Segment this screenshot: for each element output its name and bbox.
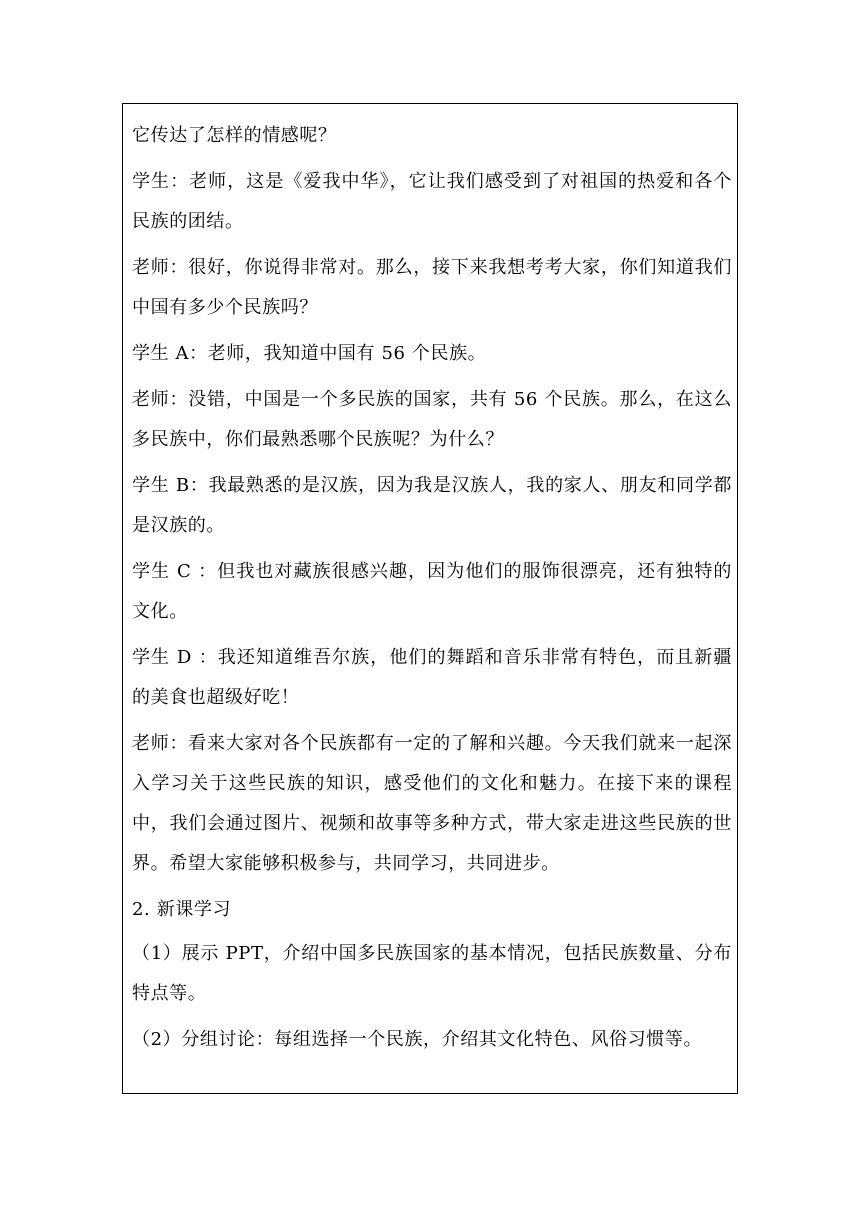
- paragraph-teacher-summary: 老师：看来大家对各个民族都有一定的了解和兴趣。今天我们就来一起深入学习关于这些民族的知识，感受他们的文化和魅力。在接下来的课程中，我们会通过图片、视频和故事等多种方式，带大家走进这些民族的世界。希望大家能够积极参与，共同学习，共同进步。: [132, 733, 732, 874]
- paragraph-student-answer: 学生：老师，这是《爱我中华》，它让我们感受到了对祖国的热爱和各个民族的团结。: [132, 171, 732, 232]
- lesson-content: [132, 116, 732, 1066]
- paragraph-step-2: （2）分组讨论：每组选择一个民族，介绍其文化特色、风俗习惯等。: [132, 1029, 703, 1050]
- paragraph-teacher-question: 老师：很好，你说得非常对。那么，接下来我想考考大家，你们知道我们中国有多少个民族吗？: [132, 257, 732, 318]
- paragraph-step-1: （1）展示 PPT，介绍中国多民族国家的基本情况，包括民族数量、分布特点等。: [132, 943, 732, 1004]
- lesson-table-cell: [122, 103, 738, 1094]
- paragraph-student-b: 学生 B：我最熟悉的是汉族，因为我是汉族人，我的家人、朋友和同学都是汉族的。: [132, 475, 732, 536]
- paragraph-intro-question: 它传达了怎样的情感呢？: [132, 125, 337, 146]
- paragraph-student-d: 学生 D ：我还知道维吾尔族，他们的舞蹈和音乐非常有特色，而且新疆的美食也超级好吃！: [132, 647, 732, 708]
- paragraph-teacher-confirm: 老师：没错，中国是一个多民族的国家，共有 56 个民族。那么，在这么多民族中，你们最熟悉哪个民族呢？为什么？: [132, 389, 732, 450]
- paragraph-student-c: 学生 C ：但我也对藏族很感兴趣，因为他们的服饰很漂亮，还有独特的文化。: [132, 561, 732, 622]
- section-heading-new-lesson: 2. 新课学习: [132, 899, 232, 920]
- paragraph-student-a: 学生 A：老师，我知道中国有 56 个民族。: [132, 343, 487, 364]
